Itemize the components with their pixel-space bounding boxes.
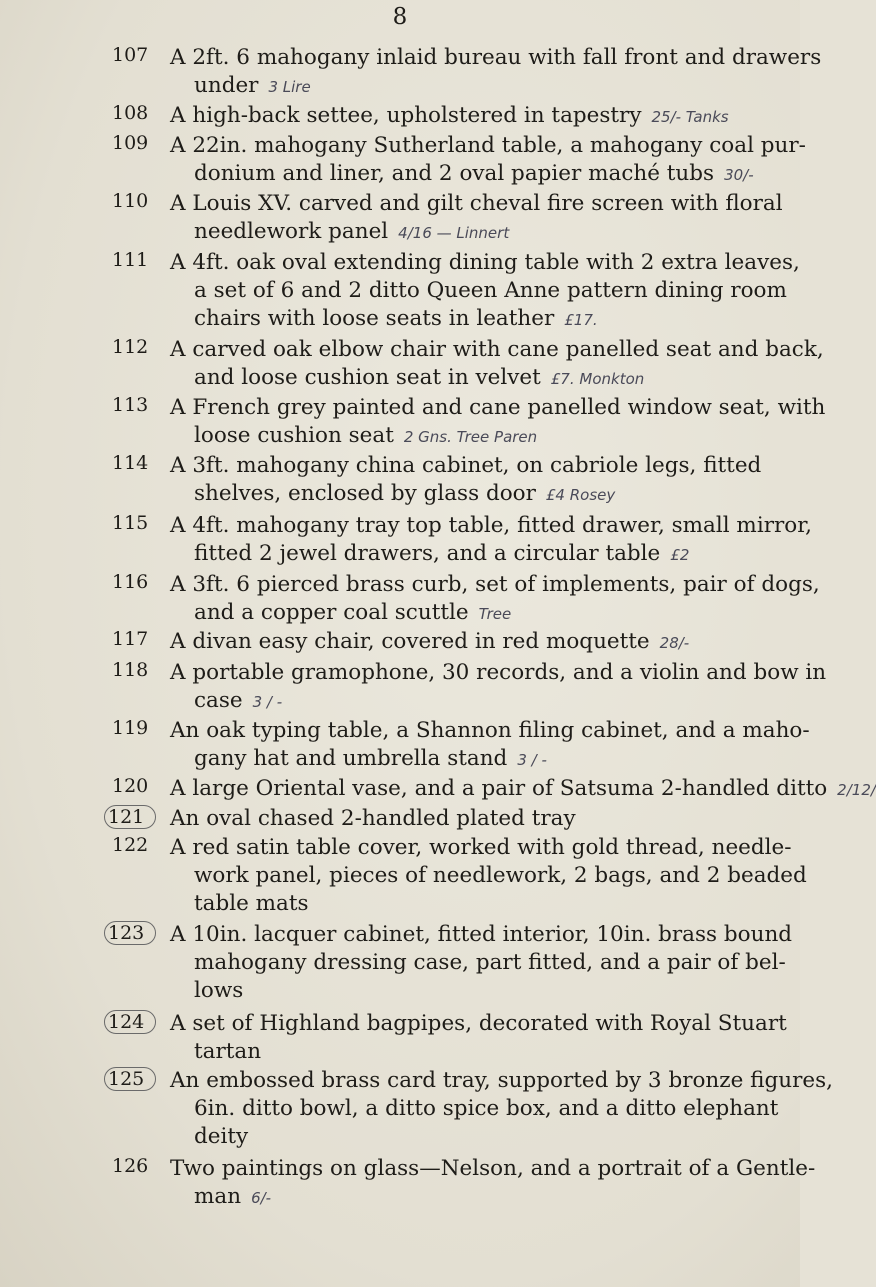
description-line: A red satin table cover, worked with gold thread, needle- [170, 835, 792, 860]
handwritten-price-note: £7. Monkton [550, 370, 645, 388]
lot-description [170, 102, 730, 131]
lot-number: 117 [112, 628, 149, 650]
lot-number: 123 [104, 921, 156, 945]
lot-description [170, 1067, 833, 1151]
lot-number: 120 [112, 775, 149, 797]
handwritten-price-note: £2 [670, 546, 690, 564]
description-line: shelves, enclosed by glass door £4 Rosey [194, 481, 616, 506]
description-line: A portable gramophone, 30 records, and a violin and bow in [170, 660, 827, 685]
lot-number: 124 [104, 1010, 156, 1034]
description-line: a set of 6 and 2 ditto Queen Anne pattern dining room [194, 278, 787, 303]
lot-number: 107 [112, 44, 149, 66]
description-line: fitted 2 jewel drawers, and a circular table £2 [194, 541, 690, 566]
handwritten-price-note: 4/16 — Linnert [398, 224, 510, 242]
description-line: donium and liner, and 2 oval papier maché tubs 30/- [194, 161, 754, 186]
description-line: A large Oriental vase, and a pair of Satsuma 2-handled ditto 2/12/ [170, 776, 876, 801]
description-line: needlework panel 4/16 — Linnert [194, 219, 510, 244]
lot-description [170, 249, 800, 334]
handwritten-price-note: 2/12/ [837, 781, 876, 799]
handwritten-price-note: 30/- [724, 166, 754, 184]
lot-description [170, 717, 810, 774]
description-line: work panel, pieces of needlework, 2 bags, and 2 beaded [194, 863, 807, 888]
description-line: and a copper coal scuttle Tree [194, 600, 512, 625]
lot-number: 126 [112, 1155, 149, 1177]
lot-description [170, 452, 762, 509]
lot-description [170, 805, 730, 833]
description-line: man 6/- [194, 1184, 272, 1209]
handwritten-price-note: Tree [478, 605, 512, 623]
lot-number: 116 [112, 571, 149, 593]
lot-description [170, 775, 876, 804]
description-line: A set of Highland bagpipes, decorated with Royal Stuart [170, 1011, 787, 1036]
description-line: mahogany dressing case, part fitted, and a pair of bel- [194, 950, 786, 975]
description-line: A 4ft. oak oval extending dining table with 2 extra leaves, [170, 250, 800, 275]
lot-description [170, 132, 806, 189]
description-line: table mats [194, 891, 309, 916]
description-line: A French grey painted and cane panelled window seat, with [170, 395, 826, 420]
lot-description [170, 571, 820, 628]
handwritten-price-note: 6/- [251, 1189, 272, 1207]
description-line: A 2ft. 6 mahogany inlaid bureau with fall front and drawers [170, 45, 822, 70]
lot-number: 109 [112, 132, 149, 154]
lot-number: 113 [112, 394, 149, 416]
description-line: A 22in. mahogany Sutherland table, a mahogany coal pur- [170, 133, 806, 158]
handwritten-price-note: £17. [564, 311, 598, 329]
lot-description [170, 394, 826, 451]
page-number: 8 [392, 4, 408, 30]
lot-number: 110 [112, 190, 149, 212]
lot-description [170, 834, 807, 918]
description-line: case 3 / - [194, 688, 283, 713]
lot-number: 115 [112, 512, 149, 534]
lot-number: 125 [104, 1067, 156, 1091]
lot-description [170, 512, 812, 569]
lot-description [170, 1155, 816, 1212]
lot-number: 122 [112, 834, 149, 856]
description-line: lows [194, 978, 244, 1003]
lot-number: 121 [104, 805, 156, 829]
description-line: An embossed brass card tray, supported by 3 bronze figures, [170, 1068, 833, 1093]
handwritten-price-note: 3 / - [252, 693, 283, 711]
description-line: chairs with loose seats in leather £17. [194, 306, 598, 331]
description-line: A high-back settee, upholstered in tapestry 25/- Tanks [170, 103, 729, 128]
lot-description [170, 44, 822, 101]
lot-number: 112 [112, 336, 149, 358]
lot-number: 119 [112, 717, 149, 739]
description-line: under 3 Lire [194, 73, 311, 98]
lot-number: 118 [112, 659, 149, 681]
description-line: An oval chased 2-handled plated tray [170, 806, 576, 831]
description-line: A Louis XV. carved and gilt cheval fire screen with floral [170, 191, 783, 216]
lot-number: 114 [112, 452, 149, 474]
description-line: A 10in. lacquer cabinet, fitted interior, 10in. brass bound [170, 922, 793, 947]
description-line: Two paintings on glass—Nelson, and a portrait of a Gentle- [170, 1156, 816, 1181]
lot-description [170, 628, 730, 657]
lot-description [170, 1010, 787, 1066]
lot-description [170, 921, 793, 1005]
handwritten-price-note: 3 / - [517, 751, 547, 769]
handwritten-price-note: 2 Gns. Tree Paren [403, 428, 538, 446]
handwritten-price-note: 3 Lire [268, 78, 311, 96]
description-line: A divan easy chair, covered in red moquette 28/- [170, 629, 690, 654]
lot-description [170, 336, 824, 393]
description-line: A carved oak elbow chair with cane panelled seat and back, [170, 337, 824, 362]
description-line: An oak typing table, a Shannon filing cabinet, and a maho- [170, 718, 810, 743]
handwritten-price-note: 25/- Tanks [651, 108, 729, 126]
handwritten-price-note: £4 Rosey [545, 486, 616, 504]
lot-number: 108 [112, 102, 149, 124]
description-line: and loose cushion seat in velvet £7. Monkton [194, 365, 645, 390]
description-line: A 4ft. mahogany tray top table, fitted drawer, small mirror, [170, 513, 812, 538]
description-line: A 3ft. 6 pierced brass curb, set of implements, pair of dogs, [170, 572, 820, 597]
description-line: loose cushion seat 2 Gns. Tree Paren [194, 423, 538, 448]
description-line: tartan [194, 1039, 262, 1064]
handwritten-price-note: 28/- [659, 634, 690, 652]
lot-description [170, 190, 783, 247]
description-line: gany hat and umbrella stand 3 / - [194, 746, 547, 771]
lot-number: 111 [112, 249, 149, 271]
description-line: 6in. ditto bowl, a ditto spice box, and a ditto elephant [194, 1096, 779, 1121]
description-line: A 3ft. mahogany china cabinet, on cabriole legs, fitted [170, 453, 762, 478]
lot-description [170, 659, 827, 716]
description-line: deity [194, 1124, 249, 1149]
